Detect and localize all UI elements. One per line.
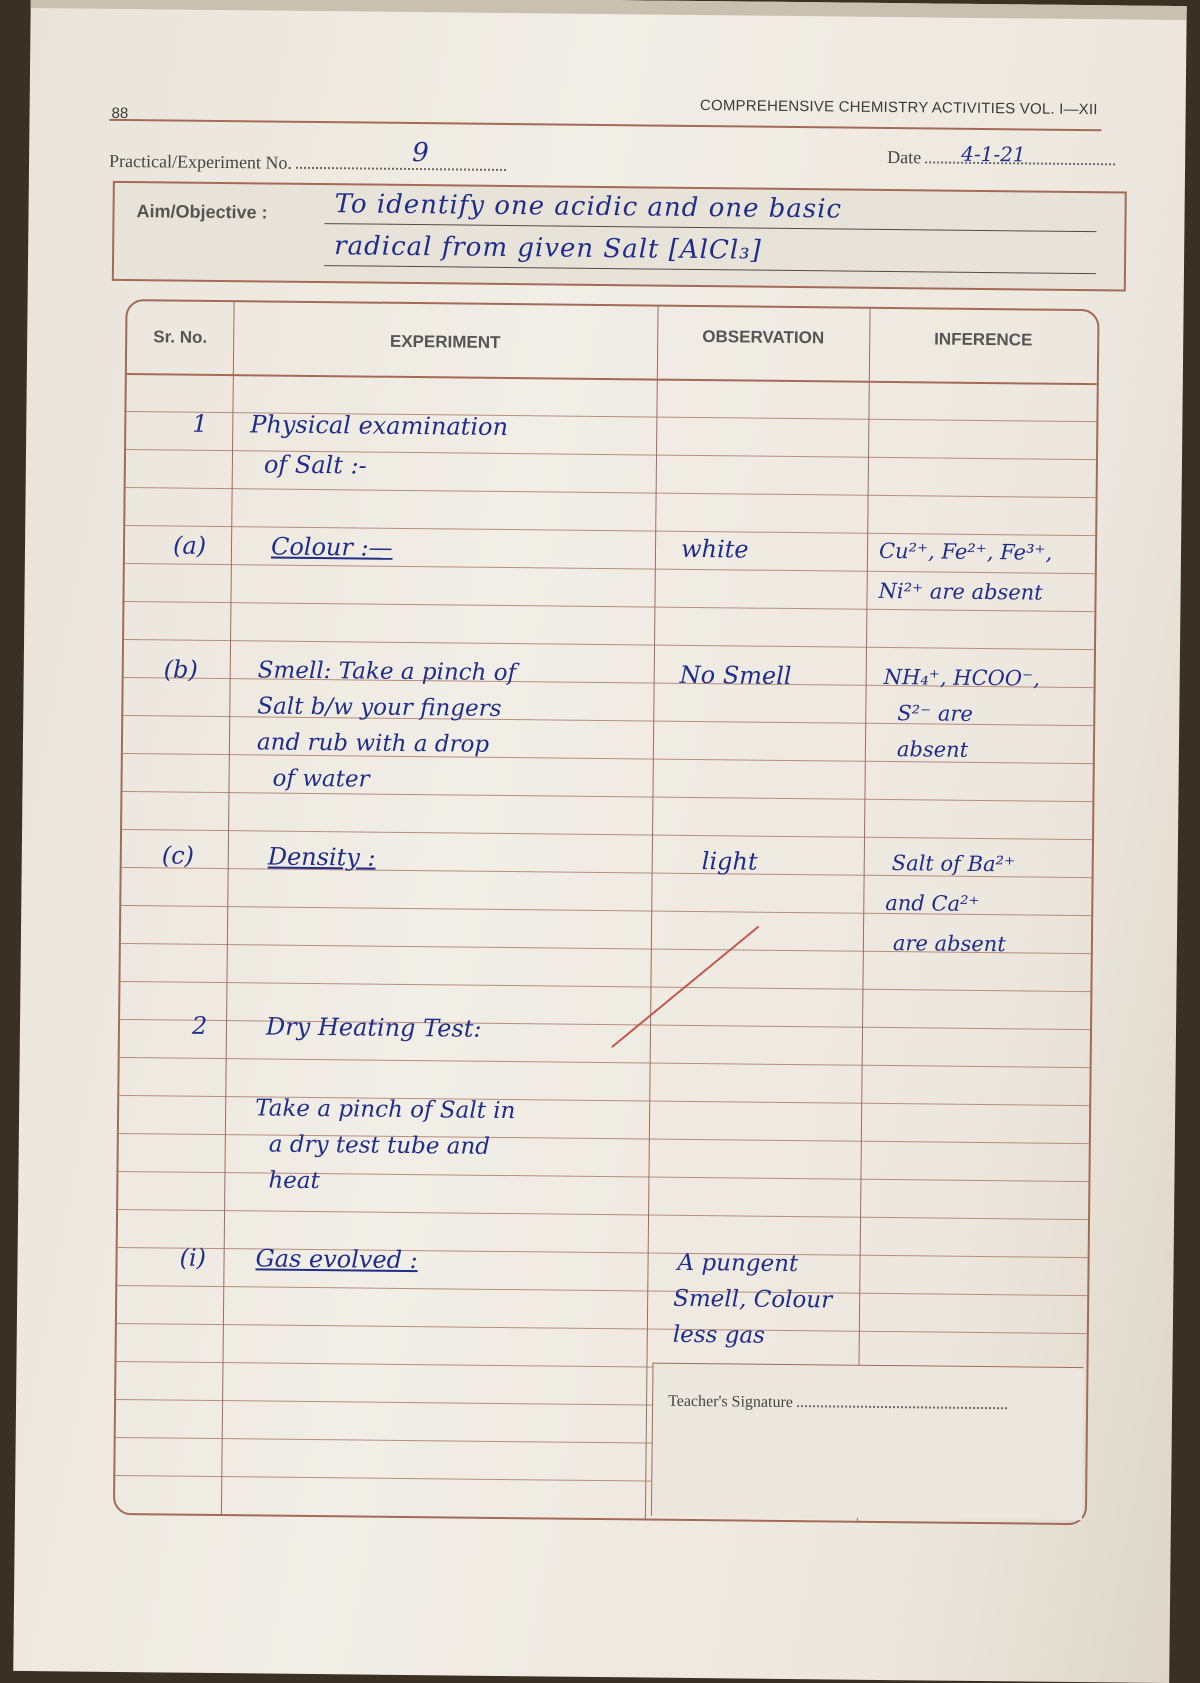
- header-observation: OBSERVATION: [702, 327, 825, 348]
- row-c-inference-line-2: and Ca²⁺: [885, 890, 980, 916]
- ruled-line: [124, 639, 1094, 650]
- column-divider-3: [857, 309, 871, 1521]
- header-inference: INFERENCE: [934, 329, 1033, 350]
- header-sr-no: Sr. No.: [153, 327, 208, 347]
- row-2b-experiment-line-3: heat: [268, 1167, 320, 1195]
- row-a-observation: white: [680, 534, 749, 564]
- aim-rule-1: [324, 223, 1096, 232]
- row-2-experiment: Dry Heating Test:: [265, 1012, 482, 1043]
- row-i-observation-line-2: Smell, Colour: [673, 1285, 833, 1314]
- row-i-experiment: Gas evolved :: [255, 1244, 418, 1275]
- page-top-band: [31, 0, 1187, 20]
- column-divider-1: [221, 302, 235, 1514]
- experiment-number-dots: [296, 167, 506, 171]
- ruled-line: [116, 1437, 652, 1444]
- ruled-line: [117, 1323, 1087, 1334]
- aim-box: [112, 181, 1127, 292]
- row-b-inference-line-2: S²⁻ are: [897, 701, 974, 726]
- row-2b-experiment-line-2: a dry test tube and: [268, 1131, 491, 1160]
- notebook-page: [13, 0, 1186, 1683]
- header-rule: [109, 119, 1101, 131]
- header-rule-line: [127, 373, 1097, 385]
- row-c-observation: light: [701, 847, 758, 876]
- row-b-experiment-line-4: of water: [272, 765, 370, 793]
- aim-rule-2: [324, 265, 1096, 274]
- row-b-observation: No Smell: [679, 660, 792, 690]
- signature-box: [651, 1363, 1084, 1521]
- ruled-line: [126, 487, 1096, 498]
- experiment-table: [113, 299, 1100, 1525]
- row-i-sr: (i): [179, 1243, 207, 1272]
- book-title: COMPREHENSIVE CHEMISTRY ACTIVITIES VOL. I—XII: [699, 97, 1098, 119]
- row-c-inference-line-1: Salt of Ba²⁺: [891, 851, 1016, 877]
- row-a-inference-line-2: Ni²⁺ are absent: [878, 578, 1043, 605]
- row-c-inference-line-3: are absent: [892, 931, 1006, 957]
- row-2b-experiment-line-1: Take a pinch of Salt in: [255, 1095, 516, 1125]
- column-divider-2: [645, 307, 659, 1519]
- experiment-label: [109, 151, 507, 176]
- ruled-line: [122, 791, 1092, 802]
- row-i-observation-line-3: less gas: [672, 1321, 766, 1349]
- aim-label: Aim/Objective :: [136, 201, 268, 223]
- row-b-experiment-line-1: Smell: Take a pinch of: [257, 657, 517, 687]
- row-2-sr: 2: [191, 1011, 208, 1040]
- ruled-line: [117, 1285, 1087, 1296]
- row-a-sr: (a): [172, 531, 207, 560]
- teacher-signature-label: Teacher's Signature: [668, 1392, 794, 1412]
- ruled-line: [115, 1475, 651, 1482]
- aim-line-1: To identify one acidic and one basic: [334, 189, 843, 225]
- row-b-inference-line-1: NH₄⁺, HCOO⁻,: [883, 664, 1040, 691]
- ruled-line: [120, 981, 1090, 992]
- row-b-experiment-line-2: Salt b/w your fingers: [257, 693, 502, 722]
- date-value: 4-1-21: [961, 141, 1026, 167]
- teacher-signature: [668, 1393, 1007, 1415]
- aim-line-2: radical from given Salt [AlCl₃]: [334, 231, 762, 266]
- teacher-signature-dots: [797, 1405, 1007, 1409]
- ruled-line: [118, 1171, 1088, 1182]
- experiment-label-text: Practical/Experiment No.: [108, 150, 293, 173]
- page-number: 88: [111, 104, 129, 123]
- row-a-experiment: Colour :—: [270, 532, 393, 562]
- row-1-experiment-line-2: of Salt :-: [263, 450, 367, 480]
- ruled-line: [120, 1057, 1090, 1068]
- row-b-sr: (b): [163, 655, 198, 684]
- row-c-experiment: Density :: [267, 842, 376, 872]
- date-label-text: Date: [887, 146, 922, 168]
- ruled-line: [119, 1133, 1089, 1144]
- row-i-observation-line-1: A pungent: [677, 1249, 799, 1278]
- row-b-inference-line-3: absent: [896, 737, 969, 762]
- ruled-line: [118, 1209, 1088, 1220]
- header-experiment: EXPERIMENT: [389, 331, 501, 352]
- ruled-line: [116, 1361, 652, 1368]
- row-c-sr: (c): [161, 841, 195, 870]
- experiment-number: 9: [412, 137, 429, 169]
- row-1-experiment-line-1: Physical examination: [250, 410, 509, 442]
- row-1-sr: 1: [192, 409, 208, 438]
- row-a-inference-line-1: Cu²⁺, Fe²⁺, Fe³⁺,: [878, 538, 1053, 565]
- row-b-experiment-line-3: and rub with a drop: [256, 729, 490, 758]
- ruled-line: [116, 1399, 652, 1406]
